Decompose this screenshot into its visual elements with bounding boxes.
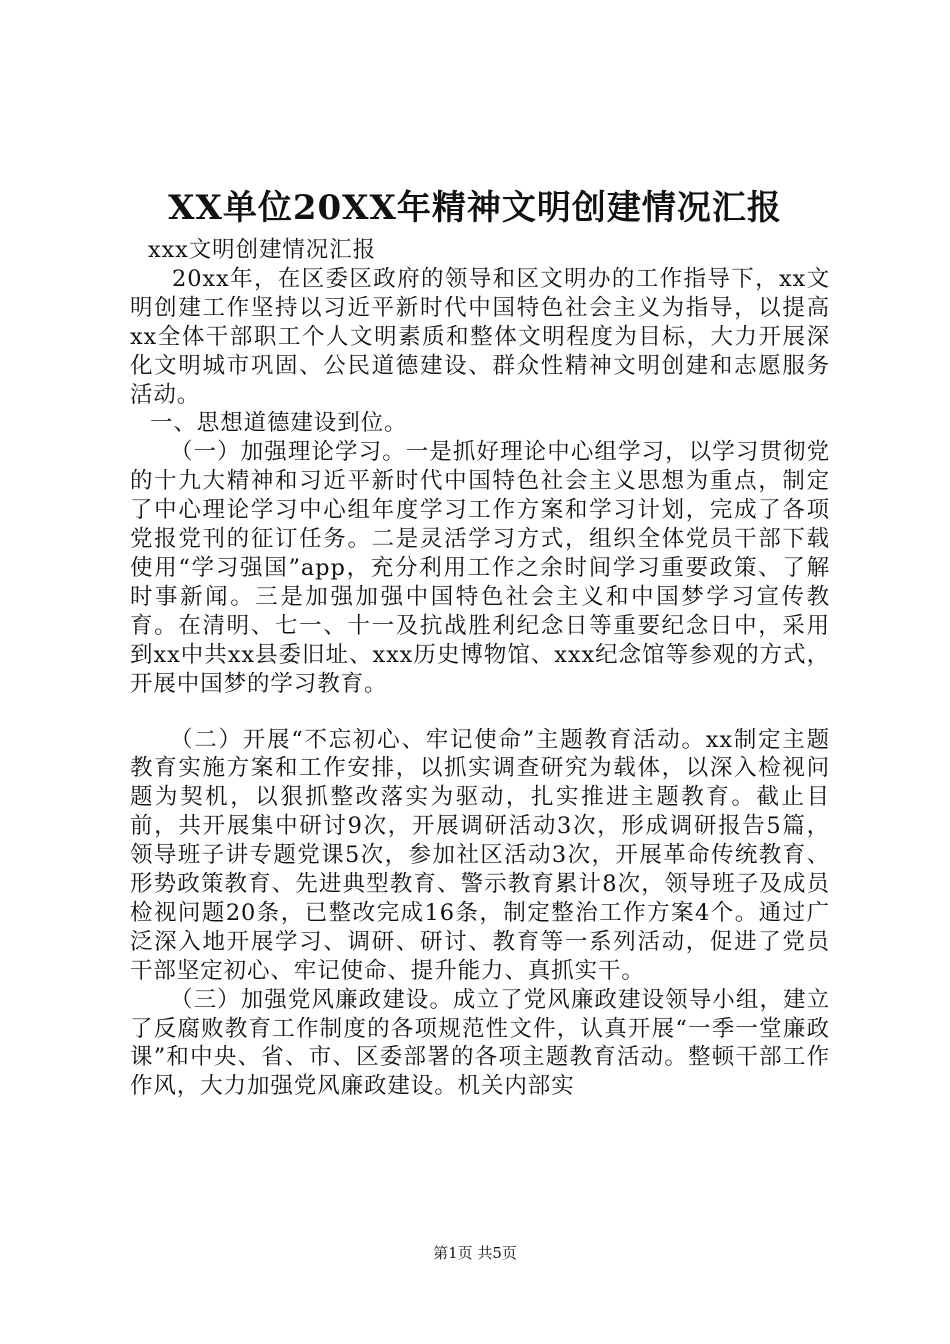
paragraph-theory-study: （一）加强理论学习。一是抓好理论中心组学习，以学习贯彻党的十九大精神和习近平新时代中国特色社会主义思想为重点，制定了中心理论学习中心组年度学习工作方案和学习计划，完成了各项党报党刊的征订任务。二是灵活学习方式，组织全体党员干部下载使用“学习强国”app，充分利用工作之余时间学习重要政策、了解时事新闻。三是加强加强中国特色社会主义和中国梦学习宣传教育。在清明、七一、十一及抗战胜利纪念日等重要纪念日中，采用到xx中共xx县委旧址、xxx历史博物馆、xxx纪念馆等参观的方式，开展中国梦的学习教育。: [130, 439, 830, 697]
paragraph-theme-education: （二）开展“不忘初心、牢记使命”主题教育活动。xx制定主题教育实施方案和工作安排，以抓实调查研究为载体，以深入检视问题为契机，以狠抓整改落实为驱动，扎实推进主题教育。截止目前，共开展集中研讨9次，开展调研活动3次，形成调研报告5篇，领导班子讲专题党课5次，参加社区活动3次，开展革命传统教育、形势政策教育、先进典型教育、警示教育累计8次，领导班子及成员检视问题20条，已整改完成16条，制定整治工作方案4个。通过广泛深入地开展学习、调研、研讨、教育等一系列活动，促进了党员干部坚定初心、牢记使命、提升能力、真抓实干。: [130, 726, 830, 984]
paragraph-gap: [130, 699, 830, 726]
document-title: XX单位20XX年精神文明创建情况汇报: [168, 188, 782, 228]
document-subtitle: xxx文明创建情况汇报: [148, 237, 376, 263]
paragraph-clean-governance: （三）加强党风廉政建设。成立了党风廉政建设领导小组，建立了反腐败教育工作制度的各项规范性文件，认真开展“一季一堂廉政课”和中央、省、市、区委部署的各项主题教育活动。整顿干部工作作风，大力加强党风廉政建设。机关内部实: [130, 986, 830, 1100]
intro-paragraph: 20xx年，在区委区政府的领导和区文明办的工作指导下，xx文明创建工作坚持以习近平新时代中国特色社会主义为指导，以提高xx全体干部职工个人文明素质和整体文明程度为目标，大力开展深化文明城市巩固、公民道德建设、群众性精神文明创建和志愿服务活动。: [130, 265, 830, 408]
page-footer: 第1页 共5页: [433, 1244, 517, 1262]
document-body: [130, 236, 830, 1101]
section-heading: 一、思想道德建设到位。: [150, 410, 408, 437]
